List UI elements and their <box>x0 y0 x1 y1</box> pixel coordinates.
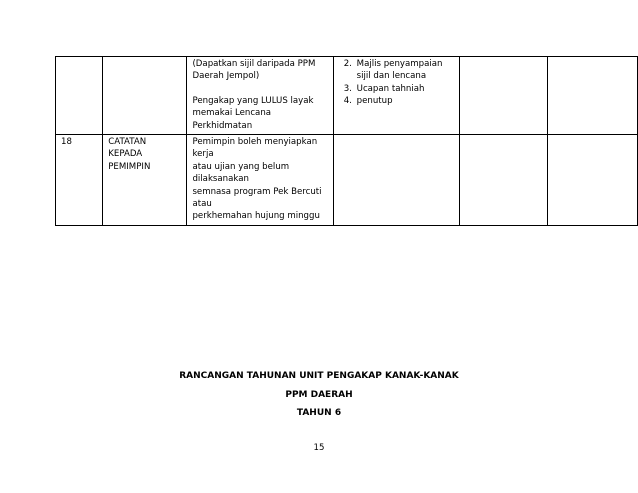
list-item: 4. penutup <box>355 95 456 107</box>
topic-line: CATATAN KEPADA <box>108 137 147 160</box>
steps-list <box>339 58 456 108</box>
activity-line: perkhemahan hujung minggu <box>192 211 320 222</box>
cell-steps <box>333 57 460 135</box>
activity-line: memakai Lencana Perkhidmatan <box>192 108 272 131</box>
activity-line: Pengakap yang LULUS layak <box>192 95 314 106</box>
table-row <box>56 57 638 135</box>
activity-line: Pemimpin boleh menyiapkan kerja <box>192 137 318 160</box>
page-number: 15 <box>313 443 325 453</box>
cell-remark <box>548 57 638 135</box>
cell-number: 18 <box>56 135 103 226</box>
cell-empty <box>460 135 548 226</box>
cell-topic <box>103 135 187 226</box>
activity-line: atau ujian yang belum dilaksanakan <box>192 161 290 185</box>
cell-steps <box>333 135 460 226</box>
activity-line: (Dapatkan sijil daripada PPM <box>192 59 316 69</box>
document-title: RANCANGAN TAHUNAN UNIT PENGAKAP KANAK-KANAK <box>179 371 459 381</box>
activity-line: Daerah Jempol) <box>192 71 260 82</box>
plan-table <box>55 56 638 226</box>
activity-line: semnasa program Pek Bercuti atau <box>192 186 322 210</box>
cell-number <box>56 57 103 135</box>
cell-activity <box>187 135 333 226</box>
list-item: 2. Majlis penyampaian sijil dan lencana <box>355 58 456 83</box>
document-subtitle: PPM DAERAH <box>285 390 353 400</box>
topic-line: PEMIMPIN <box>108 161 151 172</box>
document-year: TAHUN 6 <box>296 408 342 418</box>
cell-topic <box>103 57 187 135</box>
table-row <box>56 135 638 226</box>
cell-empty <box>460 57 548 135</box>
list-item: 3. Ucapan tahniah <box>355 83 456 95</box>
cell-activity <box>187 57 333 135</box>
cell-remark <box>548 135 638 226</box>
